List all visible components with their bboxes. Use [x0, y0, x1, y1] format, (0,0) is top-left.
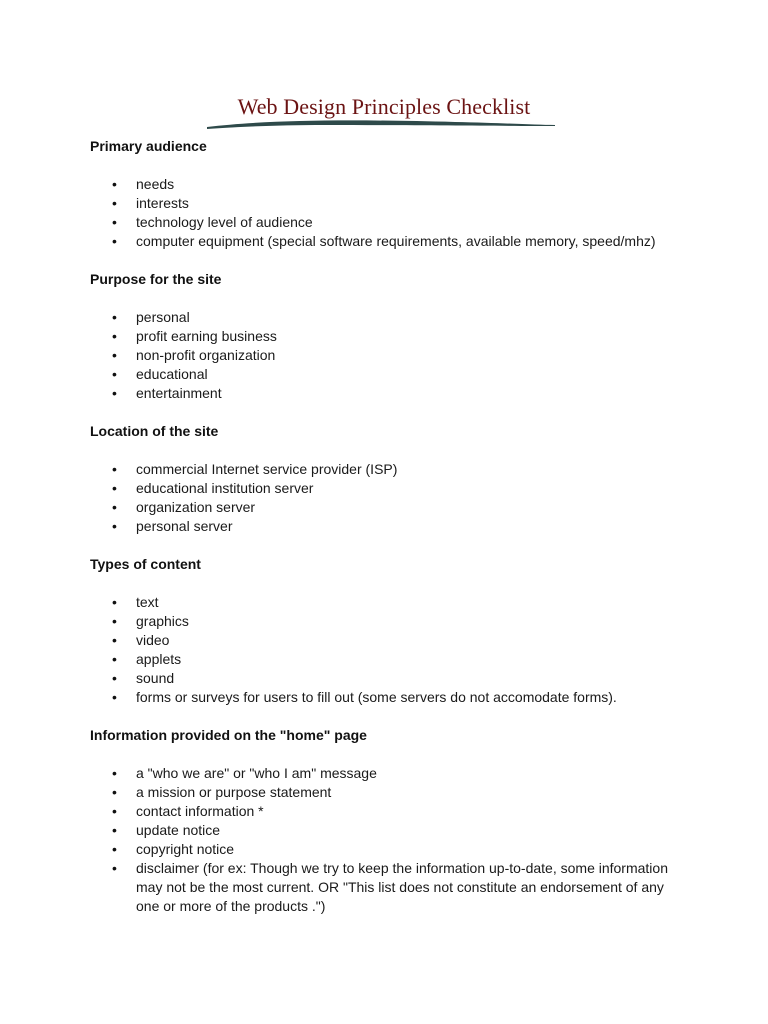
section-heading: Purpose for the site	[90, 271, 222, 287]
list-item: • video	[90, 631, 690, 650]
section-heading: Location of the site	[90, 423, 219, 439]
list-item: • commercial Internet service provider (ISP)	[90, 460, 690, 479]
spacer	[90, 707, 690, 727]
spacer	[90, 251, 690, 271]
list-item: • personal	[90, 308, 690, 327]
section-location-of-the-site	[90, 423, 690, 556]
section-heading: Information provided on the "home" page	[90, 727, 367, 743]
list-item: • applets	[90, 650, 690, 669]
spacer	[90, 154, 690, 175]
list-item: • educational	[90, 365, 690, 384]
list-item: • forms or surveys for users to fill out (some servers do not accomodate forms).	[90, 688, 690, 707]
list-item: • a mission or purpose statement	[90, 783, 690, 802]
list-item: • needs	[90, 175, 690, 194]
bullet-list	[90, 593, 690, 707]
list-item: • computer equipment (special software requirements, available memory, speed/mhz)	[90, 232, 690, 251]
section-heading: Primary audience	[90, 138, 207, 154]
list-item: • interests	[90, 194, 690, 213]
list-item: • profit earning business	[90, 327, 690, 346]
bullet-list	[90, 175, 690, 251]
list-item: • non-profit organization	[90, 346, 690, 365]
section-purpose-for-the-site	[90, 271, 690, 423]
list-item: • educational institution server	[90, 479, 690, 498]
list-item: • disclaimer (for ex: Though we try to keep the information up-to-date, some information may not be the most current. OR "This list does not constitute an endorsement of any one or more of the products .")	[90, 859, 690, 916]
list-item: • sound	[90, 669, 690, 688]
checklist-content	[90, 138, 690, 936]
section-types-of-content	[90, 556, 690, 727]
list-item: • personal server	[90, 517, 690, 536]
list-item: • technology level of audience	[90, 213, 690, 232]
section-primary-audience	[90, 138, 690, 271]
list-item: • a "who we are" or "who I am" message	[90, 764, 690, 783]
list-item: • contact information *	[90, 802, 690, 821]
list-item: • copyright notice	[90, 840, 690, 859]
list-item: • organization server	[90, 498, 690, 517]
list-item: • entertainment	[90, 384, 690, 403]
title-underline-swoosh	[205, 117, 557, 133]
spacer	[90, 536, 690, 556]
spacer	[90, 743, 690, 764]
list-item: • text	[90, 593, 690, 612]
page-title: Web Design Principles Checklist	[237, 94, 531, 119]
list-item: • graphics	[90, 612, 690, 631]
bullet-list	[90, 764, 690, 916]
section-information-provided-on-the-home-page	[90, 727, 690, 936]
spacer	[90, 572, 690, 593]
spacer	[90, 916, 690, 936]
section-heading: Types of content	[90, 556, 201, 572]
list-item: • update notice	[90, 821, 690, 840]
bullet-list	[90, 460, 690, 536]
spacer	[90, 287, 690, 308]
bullet-list	[90, 308, 690, 403]
spacer	[90, 439, 690, 460]
spacer	[90, 403, 690, 423]
